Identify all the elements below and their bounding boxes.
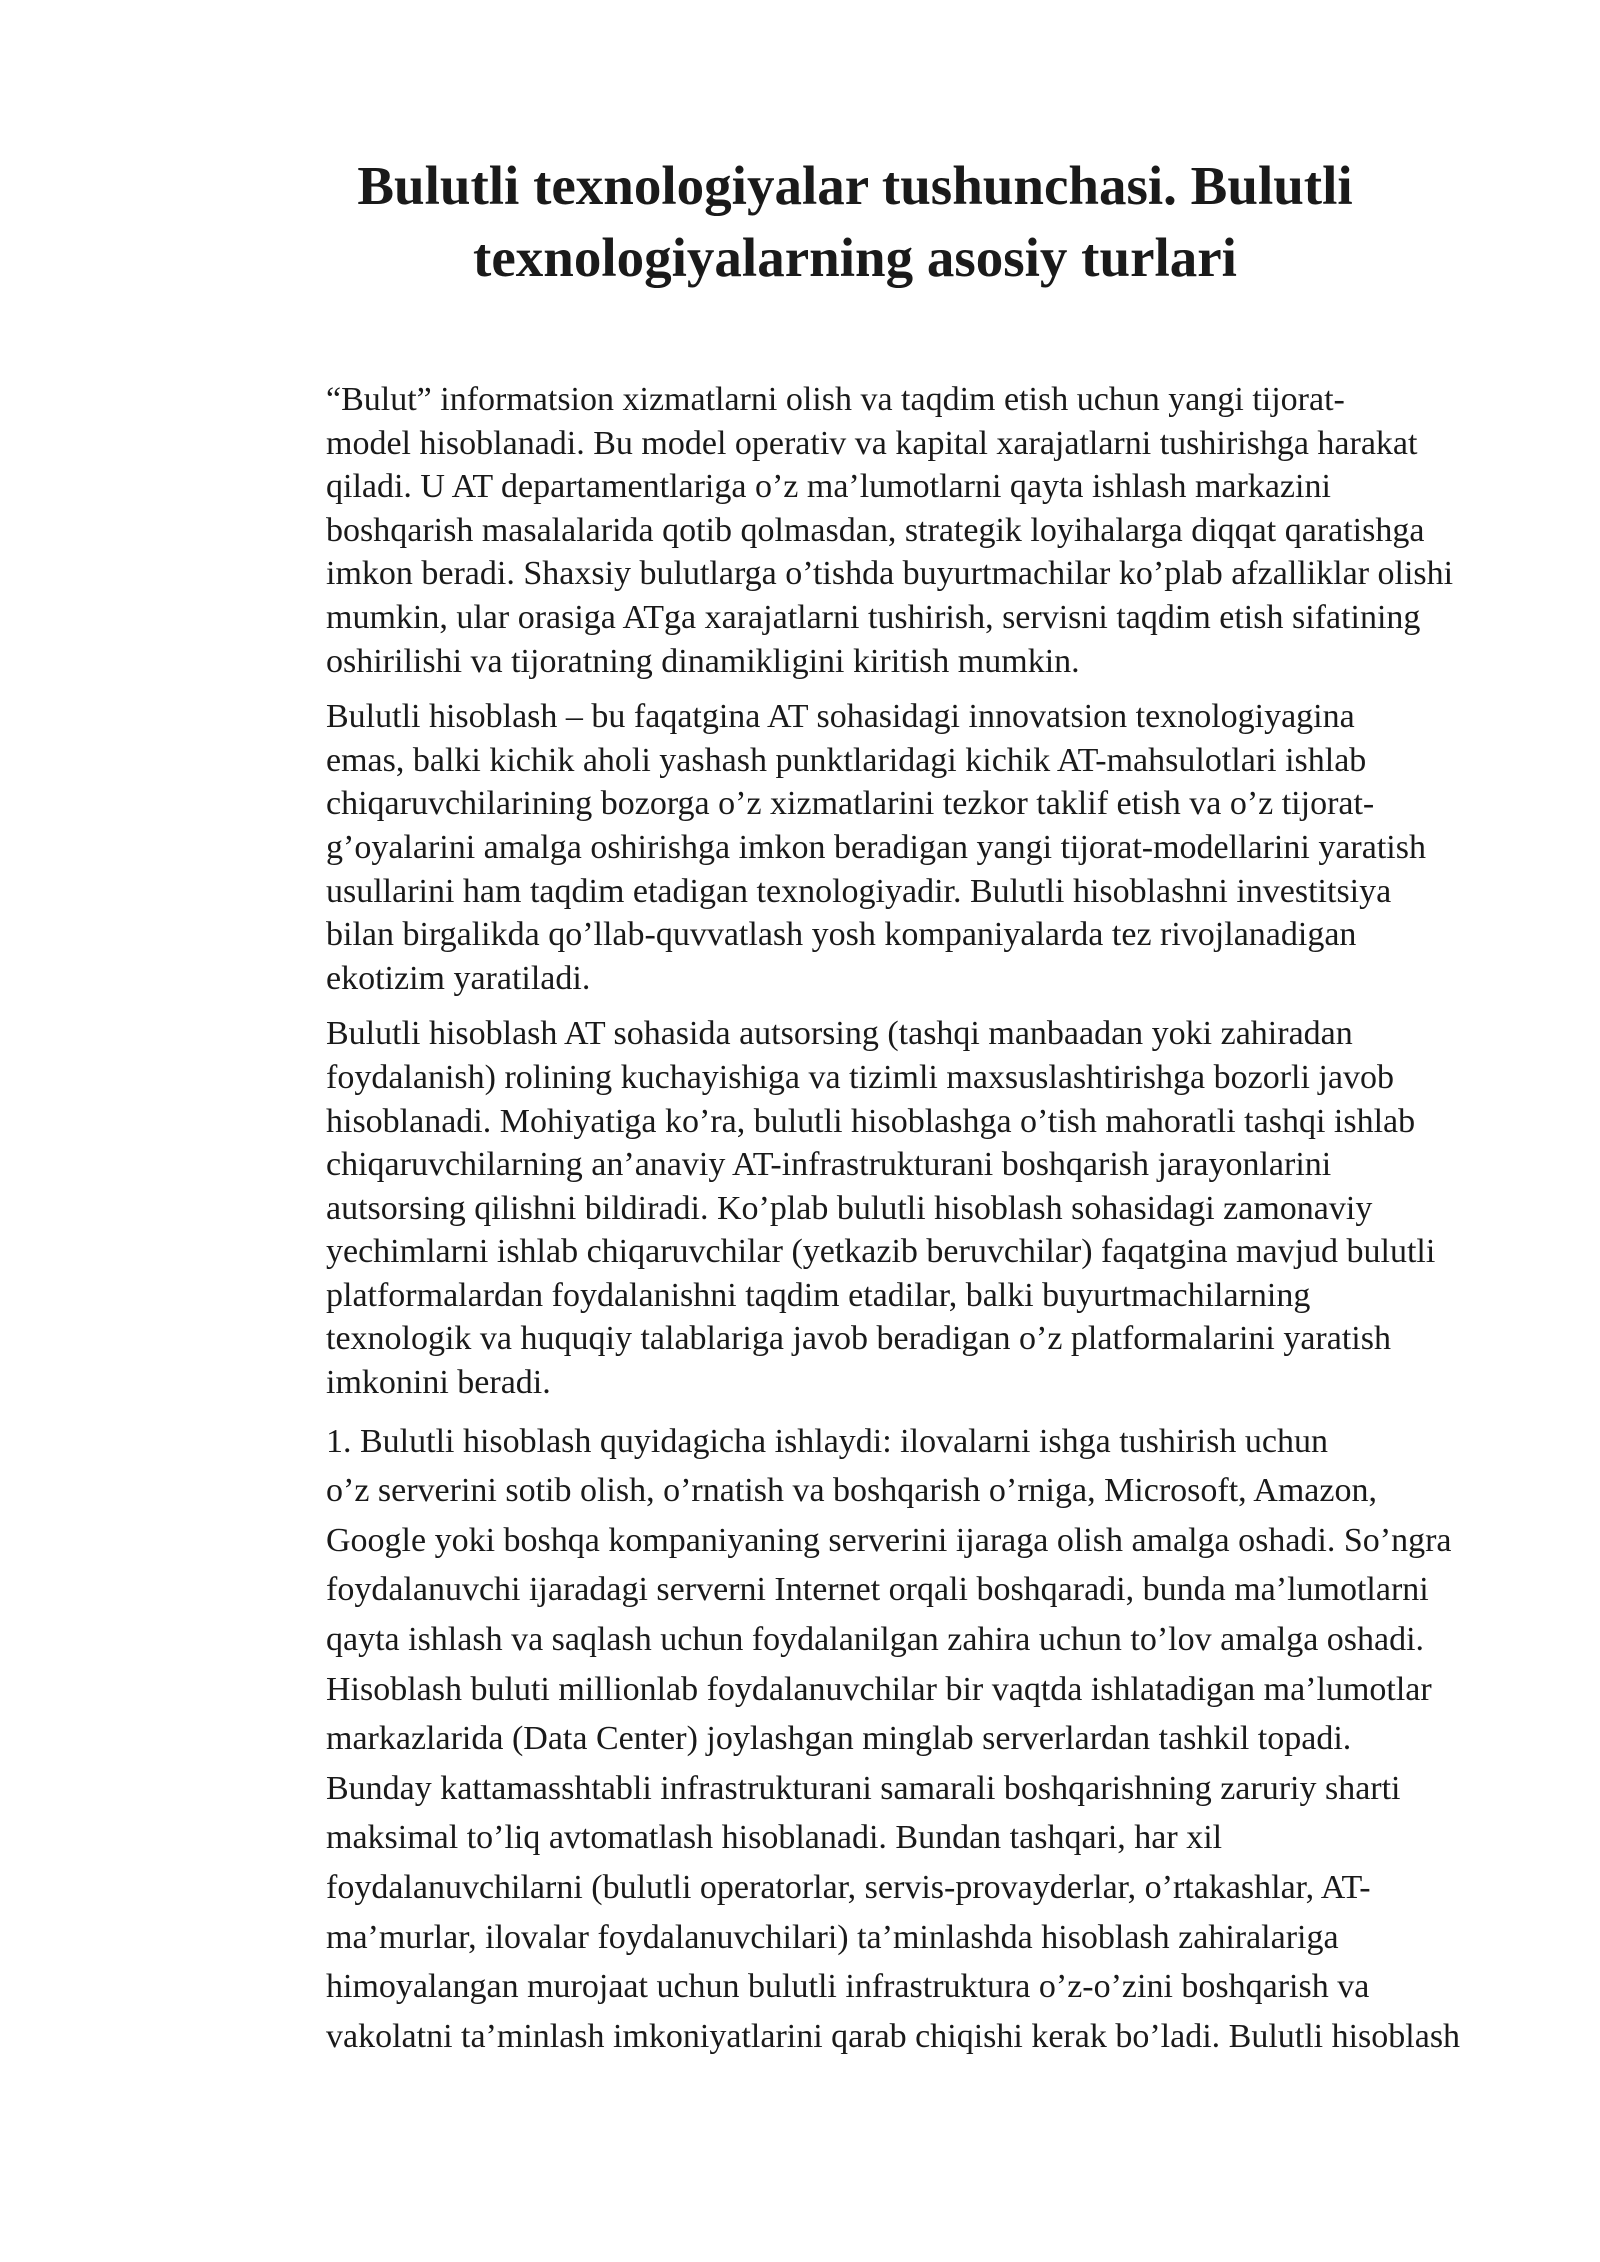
text-line: foydalanish) rolining kuchayishiga va tizimli maxsuslashtirishga bozorli javob	[326, 1058, 1394, 1096]
text-line: qayta ishlash va saqlash uchun foydalanilgan zahira uchun to’lov amalga oshadi.	[326, 1621, 1425, 1659]
text-line: mumkin, ular orasiga ATga xarajatlarni tushirish, servisni taqdim etish sifatining	[326, 598, 1421, 636]
document-body	[229, 378, 1491, 2073]
text-line: Bunday kattamasshtabli infrastrukturani samarali boshqarishning zaruriy sharti	[326, 1769, 1401, 1807]
text-line: o’z serverini sotib olish, o’rnatish va boshqarish o’rniga, Microsoft, Amazon,	[326, 1472, 1377, 1510]
text-line: foydalanuvchi ijaradagi serverni Internet orqali boshqaradi, bunda ma’lumotlarni	[326, 1571, 1429, 1609]
paragraph-cloud-outsourcing	[229, 1012, 1491, 1404]
title-line: Bulutli texnologiyalar tushunchasi. Bulutli	[357, 155, 1353, 216]
text-line: imkonini beradi.	[326, 1364, 551, 1402]
text-line: g’oyalarini amalga oshirishga imkon beradigan yangi tijorat-modellarini yaratish	[326, 828, 1426, 866]
text-line: autsorsing qilishni bildiradi. Ko’plab bulutli hisoblash sohasidagi zamonaviy	[326, 1189, 1373, 1227]
text-line: markazlarida (Data Center) joylashgan minglab serverlardan tashkil topadi.	[326, 1720, 1352, 1758]
text-line: ekotizim yaratiladi.	[326, 959, 591, 997]
text-line: Google yoki boshqa kompaniyaning serverini ijaraga olish amalga oshadi. So’ngra	[326, 1521, 1452, 1559]
text-line: boshqarish masalalarida qotib qolmasdan, strategik loyihalarga diqqat qaratishga	[326, 511, 1425, 549]
text-line: Bulutli hisoblash – bu faqatgina AT sohasidagi innovatsion texnologiyagina	[326, 698, 1355, 736]
text-line: model hisoblanadi. Bu model operativ va kapital xarajatlarni tushirishga harakat	[326, 424, 1418, 462]
paragraph-cloud-how-it-works	[229, 1417, 1491, 2062]
text-line: hisoblanadi. Mohiyatiga ko’ra, bulutli hisoblashga o’tish mahoratli tashqi ishlab	[326, 1102, 1416, 1140]
text-line: maksimal to’liq avtomatlash hisoblanadi. Bundan tashqari, har xil	[326, 1819, 1223, 1857]
text-line: yechimlarni ishlab chiqaruvchilar (yetkazib beruvchilar) faqatgina mavjud bulutli	[326, 1233, 1436, 1271]
text-line: vakolatni ta’minlash imkoniyatlarini qarab chiqishi kerak bo’ladi. Bulutli hisoblash	[326, 2017, 1461, 2055]
text-line: 1. Bulutli hisoblash quyidagicha ishlaydi: ilovalarni ishga tushirish uchun	[326, 1422, 1328, 1460]
paragraph-cloud-innovation	[229, 695, 1491, 1000]
text-line: oshirilishi va tijoratning dinamikligini kiritish mumkin.	[326, 642, 1080, 680]
text-line: platformalardan foydalanishni taqdim etadilar, balki buyurtmachilarning	[326, 1276, 1311, 1314]
text-line: ma’murlar, ilovalar foydalanuvchilari) ta’minlashda hisoblash zahiralariga	[326, 1918, 1339, 1956]
text-line: foydalanuvchilarni (bulutli operatorlar, servis-provayderlar, o’rtakashlar, AT-	[326, 1869, 1371, 1906]
text-line: chiqaruvchilarning an’anaviy AT-infrastrukturani boshqarish jarayonlarini	[326, 1146, 1332, 1184]
title-line: texnologiyalarning asosiy turlari	[473, 227, 1237, 288]
text-line: chiqaruvchilarining bozorga o’z xizmatlarini tezkor taklif etish va o’z tijorat-	[326, 785, 1375, 823]
text-line: Hisoblash buluti millionlab foydalanuvchilar bir vaqtda ishlatadigan ma’lumotlar	[326, 1670, 1432, 1708]
page-title	[230, 150, 1480, 294]
text-line: himoyalangan murojaat uchun bulutli infrastruktura o’z-o’zini boshqarish va	[326, 1968, 1370, 2006]
text-line: Bulutli hisoblash AT sohasida autsorsing (tashqi manbaadan yoki zahiradan	[326, 1015, 1353, 1053]
text-line: imkon beradi. Shaxsiy bulutlarga o’tishda buyurtmachilar ko’plab afzalliklar olishi	[326, 555, 1454, 593]
text-line: emas, balki kichik aholi yashash punktlaridagi kichik AT-mahsulotlari ishlab	[326, 741, 1367, 779]
text-line: usullarini ham taqdim etadigan texnologiyadir. Bulutli hisoblashni investitsiya	[326, 872, 1392, 910]
text-line: qiladi. U AT departamentlariga o’z ma’lumotlarni qayta ishlash markazini	[326, 468, 1331, 506]
text-line: texnologik va huquqiy talablariga javob beradigan o’z platformalarini yaratish	[326, 1320, 1391, 1358]
paragraph-cloud-model	[229, 378, 1491, 683]
text-line: bilan birgalikda qo’llab-quvvatlash yosh kompaniyalarda tez rivojlanadigan	[326, 916, 1357, 954]
text-line: “Bulut” informatsion xizmatlarni olish va taqdim etish uchun yangi tijorat-	[326, 381, 1345, 418]
